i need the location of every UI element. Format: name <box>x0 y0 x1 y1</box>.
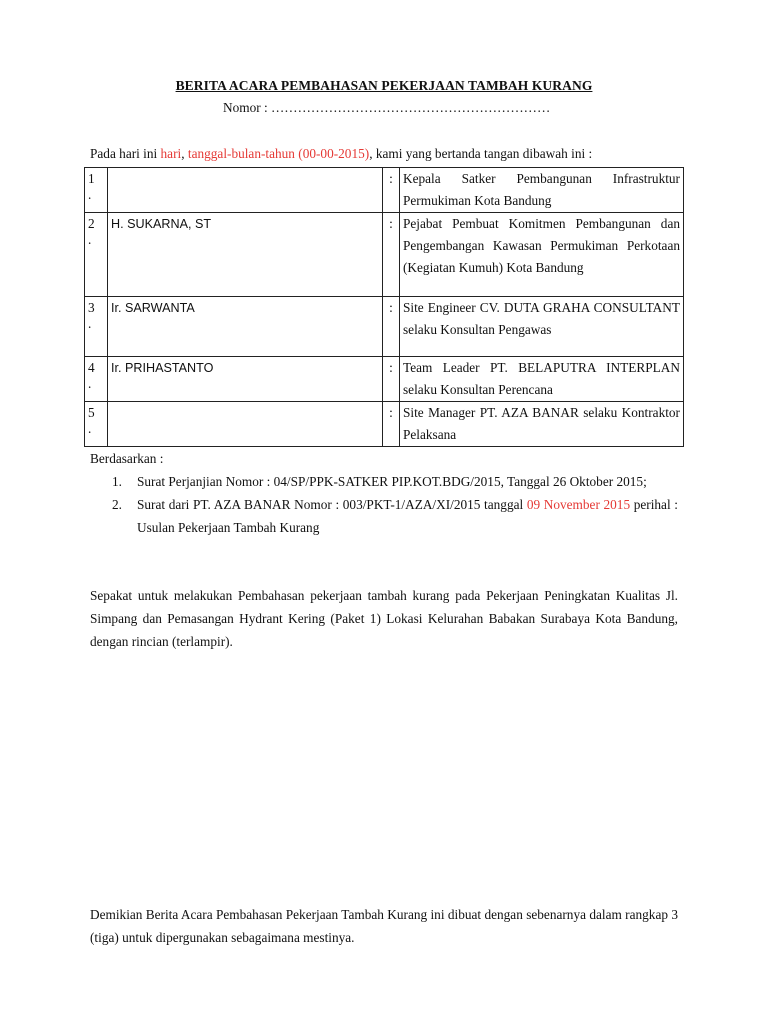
signatory-role: Site Engineer CV. DUTA GRAHA CONSULTANT selaku Konsultan Pengawas <box>400 297 684 357</box>
list-item <box>90 493 678 539</box>
signatories-table <box>84 167 684 447</box>
row-number: 5 . <box>85 402 108 447</box>
table-row <box>85 357 684 402</box>
basis-list <box>90 470 678 539</box>
table-row <box>85 402 684 447</box>
signatory-role: Site Manager PT. AZA BANAR selaku Kontraktor Pelaksana <box>400 402 684 447</box>
signatory-name: Ir. PRIHASTANTO <box>108 357 383 402</box>
signatory-name: H. SUKARNA, ST <box>108 213 383 297</box>
list-item-date: 09 November 2015 <box>526 497 631 512</box>
signatory-role: Team Leader PT. BELAPUTRA INTERPLAN selaku Konsultan Perencana <box>400 357 684 402</box>
intro-date-placeholder: tanggal-bulan-tahun (00-00-2015) <box>187 146 370 161</box>
row-number: 4 . <box>85 357 108 402</box>
intro-separator: , <box>181 146 188 161</box>
intro-suffix: , kami yang bertanda tangan dibawah ini : <box>369 146 593 161</box>
colon-separator: : <box>383 213 400 297</box>
colon-separator: : <box>383 168 400 213</box>
intro-sentence <box>90 146 690 162</box>
table-row <box>85 213 684 297</box>
colon-separator: : <box>383 297 400 357</box>
agreement-paragraph: Sepakat untuk melakukan Pembahasan pekerjaan tambah kurang pada Pekerjaan Peningkatan Kualitas Jl. Simpang dan Pemasangan Hydrant Kering (Paket 1) Lokasi Kelurahan Babakan Surabaya Kota Bandung, dengan rincian (terlampir). <box>90 588 678 649</box>
row-number: 3 . <box>85 297 108 357</box>
row-number: 1 . <box>85 168 108 213</box>
intro-prefix: Pada hari ini <box>90 146 161 161</box>
list-index: 1. <box>112 474 122 489</box>
signatory-role: Kepala Satker Pembangunan Infrastruktur Permukiman Kota Bandung <box>400 168 684 213</box>
row-number: 2 . <box>85 213 108 297</box>
document-title: BERITA ACARA PEMBAHASAN PEKERJAAN TAMBAH KURANG <box>175 78 593 93</box>
list-item-text-tail: perihal : Usulan Pekerjaan Tambah Kurang <box>137 497 678 535</box>
list-item-text: Surat dari PT. AZA BANAR Nomor : 003/PKT-1/AZA/XI/2015 tanggal <box>137 497 527 512</box>
document-number: Nomor : ……………………………………………………… <box>223 100 551 115</box>
colon-separator: : <box>383 402 400 447</box>
colon-separator: : <box>383 357 400 402</box>
basis-heading: Berdasarkan : <box>90 451 164 466</box>
closing-paragraph: Demikian Berita Acara Pembahasan Pekerjaan Tambah Kurang ini dibuat dengan sebenarnya dalam rangkap 3 (tiga) untuk dipergunakan sebagaimana mestinya. <box>90 907 678 945</box>
list-index: 2. <box>112 497 122 512</box>
table-row <box>85 168 684 213</box>
signatory-name: Ir. SARWANTA <box>108 297 383 357</box>
signatory-role: Pejabat Pembuat Komitmen Pembangunan dan Pengembangan Kawasan Permukiman Perkotaan (Kegiatan Kumuh) Kota Bandung <box>400 213 684 297</box>
signatory-name <box>108 402 383 447</box>
intro-day-placeholder: hari <box>160 146 182 161</box>
table-row <box>85 297 684 357</box>
list-item <box>90 470 678 493</box>
signatory-name <box>108 168 383 213</box>
list-item-text: Surat Perjanjian Nomor : 04/SP/PPK-SATKER PIP.KOT.BDG/2015, Tanggal 26 Oktober 2015; <box>137 474 647 489</box>
